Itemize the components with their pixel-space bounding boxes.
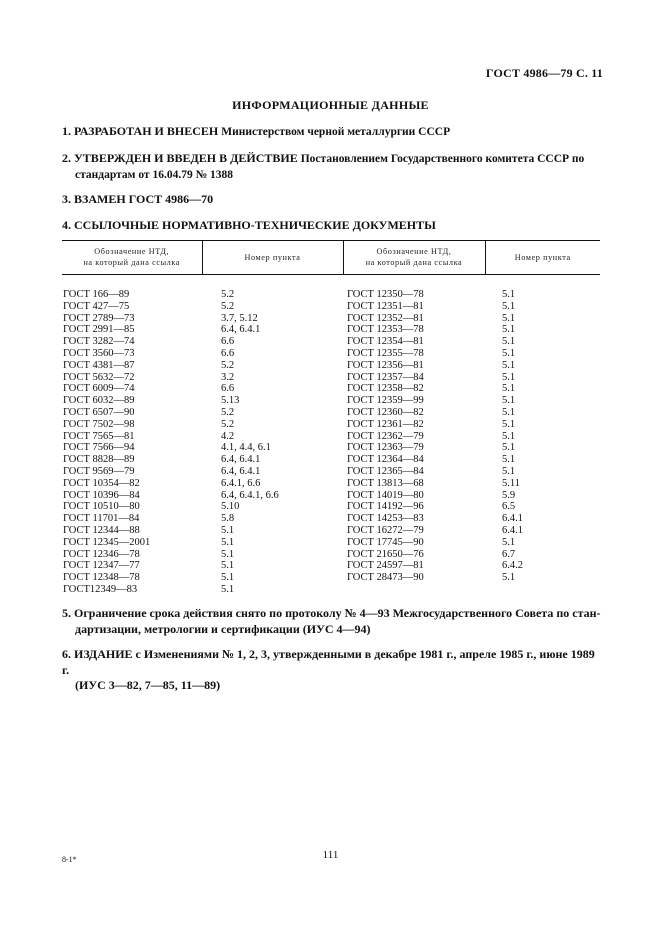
table-row [62,584,600,596]
section-4-lead: 4. ССЫЛОЧНЫЕ НОРМАТИВНО-ТЕХНИЧЕСКИЕ ДОКУМЕНТЫ [62,218,436,232]
cell-item-left: 5.2 [221,289,235,300]
page-title: ИНФОРМАЦИОННЫЕ ДАННЫЕ [232,98,429,112]
cell-item-left: 6.4, 6.4.1, 6.6 [221,489,279,501]
cell-doc-left: ГОСТ 166—89 [63,289,130,300]
section-3 [62,192,602,208]
cell-item-right: 5.1 [502,465,516,477]
header-doc-right [343,241,485,275]
header-item-right: Номер пункта [485,241,600,275]
cell-doc-left: ГОСТ 12347—77 [63,560,140,572]
cell-doc-right: ГОСТ 14253—83 [347,513,424,525]
cell-doc-left: ГОСТ 10354—82 [63,477,140,489]
cell-item-left: 5.2 [221,418,235,430]
reference-documents-table [62,240,600,596]
cell-item-left: 5.2 [221,300,235,312]
cell-doc-right: ГОСТ 14192—96 [347,501,424,513]
cell-doc-right: ГОСТ 12354—81 [347,336,424,348]
table-row [62,395,600,407]
cell-item-right: 5.1 [502,536,516,548]
cell-doc-right: ГОСТ 12355—78 [347,347,424,359]
cell-item-right [485,584,600,596]
section-5-lead: 5. Ограничение срока действия снято по протоколу № 4—93 Межгосударственного Совета по стан- [62,606,601,620]
section-5 [62,606,602,637]
section-5-cont: дартизации, метрологии и сертификации (ИУС 4—94) [75,621,371,636]
table-row [62,442,600,454]
section-1-text: Министерством черной металлургии СССР [221,126,451,138]
cell-item-left: 4.2 [221,430,235,442]
cell-doc-left: ГОСТ 11701—84 [63,513,140,525]
cell-item-right: 5.1 [502,418,516,430]
cell-doc-right: ГОСТ 21650—76 [347,548,424,560]
table-row [62,490,600,502]
cell-doc-right: ГОСТ 17745—90 [347,536,424,548]
cell-doc-left: ГОСТ 7566—94 [63,442,135,454]
cell-doc-right: ГОСТ 12364—84 [347,454,424,466]
cell-doc-right: ГОСТ 12352—81 [347,312,424,324]
table-row [62,560,600,572]
cell-item-left: 5.1 [221,572,235,584]
cell-item-right: 5.11 [502,477,520,489]
table-row [62,513,600,525]
cell-doc-right: ГОСТ 12358—82 [347,383,424,395]
section-6-cont: (ИУС 3—82, 7—85, 11—89) [75,678,221,692]
section-2-text: Постановлением Государственного комитета СССР по [300,153,585,165]
cell-doc-right: ГОСТ 12362—79 [347,430,424,442]
cell-doc-left: ГОСТ 12344—88 [63,524,140,536]
cell-doc-left: ГОСТ 4381—87 [63,359,135,371]
cell-doc-left: ГОСТ 10396—84 [63,489,140,501]
cell-item-right: 5.1 [502,347,516,359]
table-row [62,572,600,584]
cell-doc-left: ГОСТ 7502—98 [63,418,135,430]
cell-doc-right: ГОСТ 12360—82 [347,406,424,418]
cell-item-left: 5.2 [221,406,235,418]
cell-item-right: 5.1 [502,395,516,407]
table-row [62,431,600,443]
page-header: ГОСТ 4986—79 С. 11 [485,66,603,80]
cell-item-right: 5.1 [502,289,516,300]
table-row [62,289,600,301]
cell-item-right: 5.1 [502,359,516,371]
cell-doc-left: ГОСТ 3282—74 [63,336,135,348]
cell-doc-left: ГОСТ 6009—74 [63,383,135,395]
cell-doc-right: ГОСТ 12365—84 [347,465,424,477]
cell-item-right: 6.4.1 [502,524,523,536]
cell-item-left: 6.4, 6.4.1 [221,454,261,466]
cell-item-right: 5.1 [502,454,516,466]
table-row [62,549,600,561]
table-row [62,537,600,549]
table-row [62,501,600,513]
table-header-row [62,241,600,275]
table-row [62,478,600,490]
header-doc-right-line1: Обозначение НТД, [376,247,452,256]
cell-item-left: 6.6 [221,383,235,395]
cell-doc-left: ГОСТ 9569—79 [63,465,135,477]
cell-doc-left: ГОСТ 10510—80 [63,501,140,513]
section-6 [62,647,602,694]
cell-doc-left: ГОСТ 2789—73 [63,312,135,324]
table-row [62,407,600,419]
cell-item-left: 5.8 [221,513,235,525]
cell-doc-left: ГОСТ 5632—72 [63,371,135,383]
cell-item-right: 5.1 [502,442,516,454]
cell-doc-right: ГОСТ 12359—99 [347,395,424,407]
header-doc-left [62,241,202,275]
table-row [62,466,600,478]
footer-signature: 8-1* [62,855,77,864]
cell-item-right: 6.7 [502,548,516,560]
cell-doc-right: ГОСТ 14019—80 [347,489,424,501]
table-row [62,383,600,395]
cell-item-left: 6.6 [221,336,235,348]
cell-doc-left: ГОСТ 6507—90 [63,406,135,418]
section-3-lead: 3. ВЗАМЕН ГОСТ 4986—70 [62,192,214,206]
cell-item-left: 5.1 [221,548,235,560]
cell-doc-right: ГОСТ 12353—78 [347,324,424,336]
cell-item-right: 5.9 [502,489,516,501]
cell-item-right: 5.1 [502,300,516,312]
section-2-lead: 2. УТВЕРЖДЕН И ВВЕДЕН В ДЕЙСТВИЕ [62,151,298,165]
cell-item-right: 5.1 [502,572,516,584]
cell-doc-left: ГОСТ 427—75 [63,300,130,312]
section-2-cont: стандартам от 16.04.79 № 1388 [75,168,234,181]
cell-item-left: 5.1 [221,560,235,572]
cell-doc-left: ГОСТ 3560—73 [63,347,135,359]
cell-doc-left: ГОСТ 12345—2001 [63,536,151,548]
cell-item-left: 5.10 [221,501,240,513]
cell-item-left: 5.2 [221,359,235,371]
section-4 [62,218,602,234]
table-row [62,301,600,313]
table-row [62,348,600,360]
cell-item-right: 5.1 [502,383,516,395]
cell-doc-right: ГОСТ 12356—81 [347,359,424,371]
cell-item-left: 5.1 [221,583,235,595]
cell-item-left: 6.4, 6.4.1 [221,324,261,336]
cell-item-left: 4.1, 4.4, 6.1 [221,442,271,454]
cell-doc-right: ГОСТ 16272—79 [347,524,424,536]
cell-item-right: 5.1 [502,336,516,348]
table-row [62,454,600,466]
table-row [62,313,600,325]
cell-item-right: 6.5 [502,501,516,513]
header-doc-left-line1: Обозначение НТД, [94,247,170,256]
cell-item-right: 6.4.2 [502,560,523,572]
table-row [62,525,600,537]
cell-item-left: 6.4.1, 6.6 [221,477,261,489]
cell-doc-right: ГОСТ 12361—82 [347,418,424,430]
cell-item-left: 5.1 [221,524,235,536]
cell-doc-left: ГОСТ 8828—89 [63,454,135,466]
cell-item-right: 5.1 [502,324,516,336]
cell-doc-left: ГОСТ 12346—78 [63,548,140,560]
cell-doc-right: ГОСТ 12363—79 [347,442,424,454]
cell-item-right: 5.1 [502,430,516,442]
cell-item-left: 6.6 [221,347,235,359]
cell-doc-right: ГОСТ 28473—90 [347,572,424,584]
cell-item-left: 5.1 [221,536,235,548]
cell-doc-left: ГОСТ 12348—78 [63,572,140,584]
section-1 [62,124,602,141]
cell-item-left: 5.13 [221,395,240,407]
table-row [62,419,600,431]
cell-doc-left: ГОСТ 2991—85 [63,324,135,336]
cell-item-left: 3.2 [221,371,235,383]
cell-item-left: 6.4, 6.4.1 [221,465,261,477]
table-spacer-row [62,275,600,290]
page-number: 111 [322,849,339,861]
cell-doc-left: ГОСТ 7565—81 [63,430,135,442]
cell-doc-right [343,584,485,596]
section-1-lead: 1. РАЗРАБОТАН И ВНЕСЕН [62,124,219,138]
cell-item-right: 5.1 [502,406,516,418]
table-row [62,324,600,336]
cell-doc-left: ГОСТ12349—83 [63,583,138,595]
header-doc-left-line2: на который дана ссылка [83,258,181,267]
cell-doc-right: ГОСТ 24597—81 [347,560,424,572]
cell-item-left: 3.7, 5.12 [221,312,258,324]
table-body [62,275,600,596]
header-doc-right-line2: на который дана ссылка [365,258,463,267]
table-row [62,372,600,384]
cell-doc-right: ГОСТ 12350—78 [347,289,424,300]
cell-item-right: 5.1 [502,371,516,383]
table-row [62,360,600,372]
cell-doc-right: ГОСТ 13813—68 [347,477,424,489]
cell-item-right: 6.4.1 [502,513,523,525]
table-row [62,336,600,348]
header-item-left: Номер пункта [202,241,343,275]
cell-doc-right: ГОСТ 12357—84 [347,371,424,383]
cell-doc-left: ГОСТ 6032—89 [63,395,135,407]
cell-item-right: 5.1 [502,312,516,324]
cell-doc-right: ГОСТ 12351—81 [347,300,424,312]
section-2 [62,151,602,183]
section-6-lead: 6. ИЗДАНИЕ с Изменениями № 1, 2, 3, утвержденными в декабре 1981 г., апреле 1985 г., июне 1989 г. [62,647,595,677]
